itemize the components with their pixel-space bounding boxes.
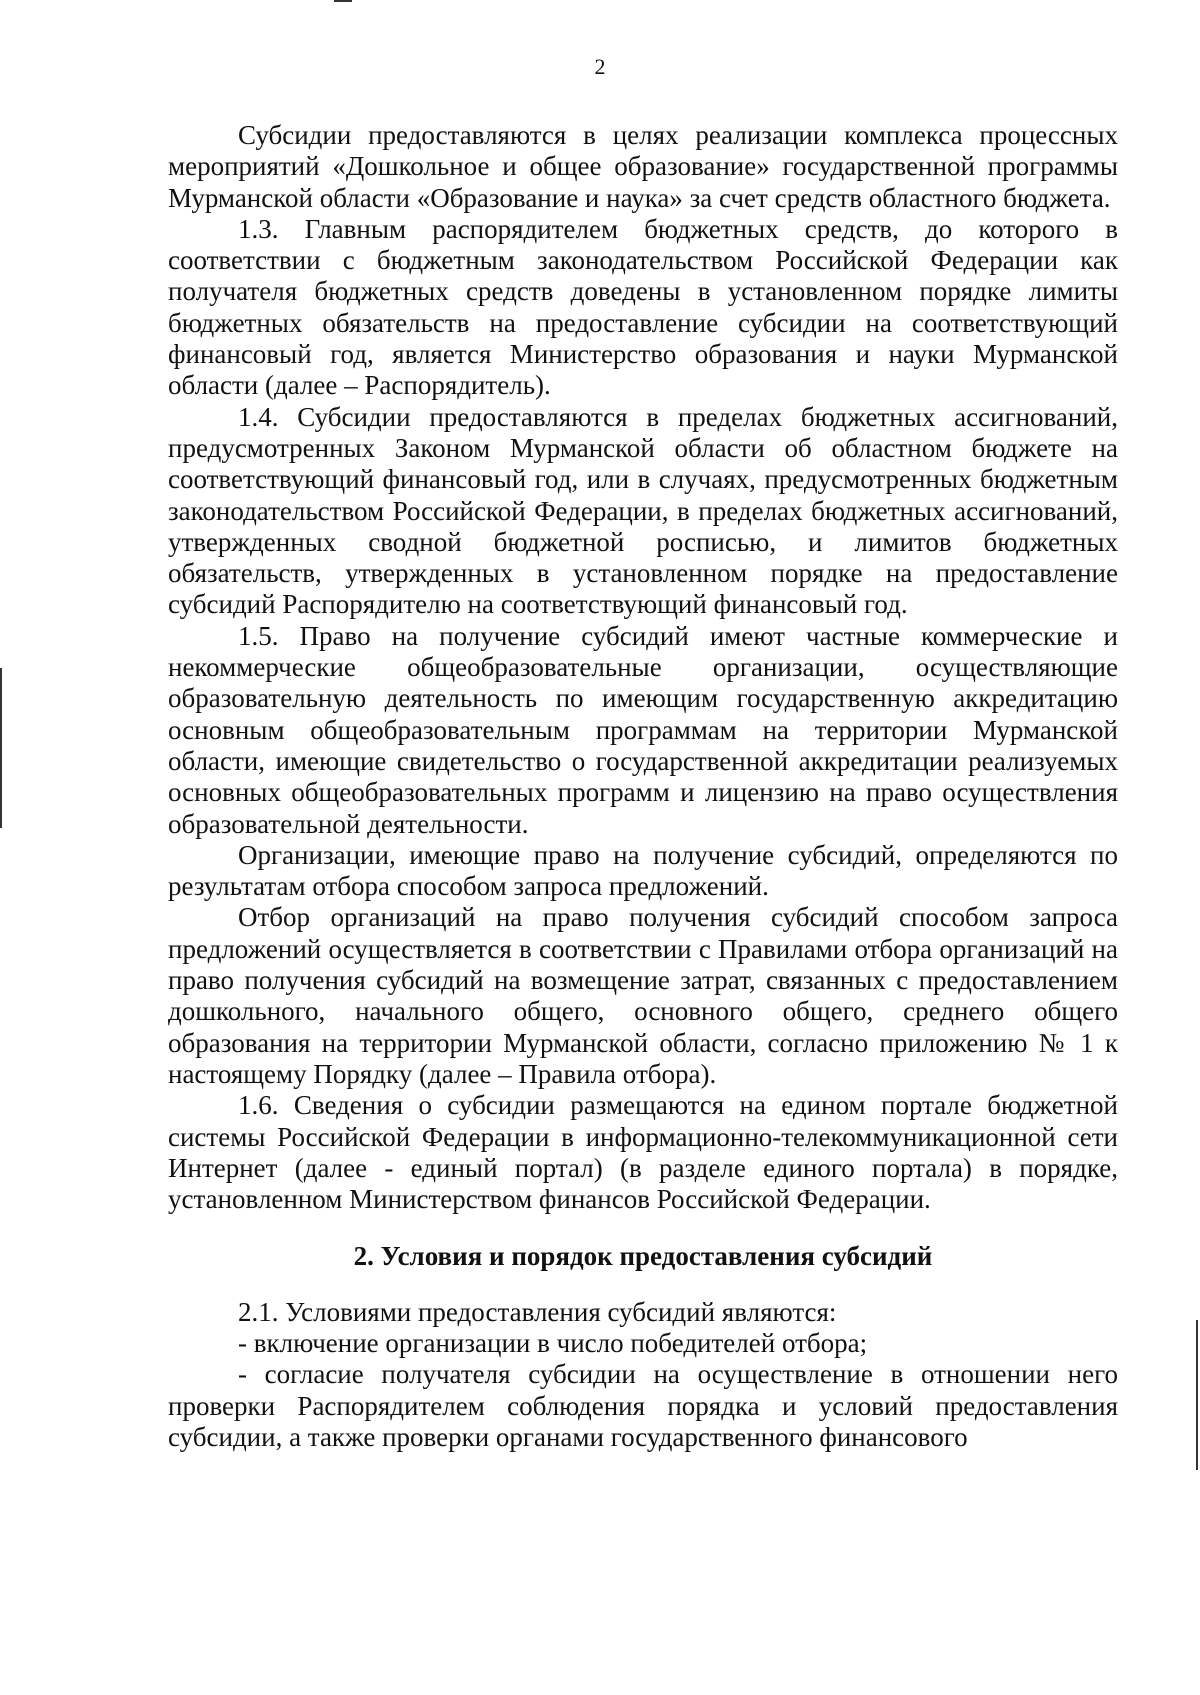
- paragraph-selection-rules: Отбор организаций на право получения субсидий способом запроса предложений осуществляется в соответствии с Правилами отбора организаций на право получения субсидий на возмещение затрат, связанных с предоставлением дошкольного, начального общего, основного общего, среднего общего образования на территории Мурманской области, согласно приложению № 1 к настоящему Порядку (далее – Правила отбора).: [168, 902, 1118, 1089]
- paragraph-2-1: 2.1. Условиями предоставления субсидий являются:: [238, 1296, 837, 1327]
- scan-mark-top: [334, 0, 352, 2]
- scan-mark-right: [1196, 1320, 1198, 1470]
- section-2-heading: 2. Условия и порядок предоставления субсидий: [353, 1241, 933, 1272]
- paragraph-selection-right: Организации, имеющие право на получение субсидий, определяются по результатам отбора способом запроса предложений.: [168, 839, 1118, 902]
- page-number: 2: [594, 54, 606, 79]
- paragraph-condition-consent: - согласие получателя субсидии на осуществление в отношении него проверки Распорядителем соблюдения порядка и условий предоставления субсидии, а также проверки органами государственного финансового: [168, 1359, 1118, 1452]
- paragraph-1-4: 1.4. Субсидии предоставляются в пределах бюджетных ассигнований, предусмотренных Законом Мурманской области об областном бюджете на соответствующий финансовый год, или в случаях, предусмотренных бюджетным законодательством Российской Федерации, в пределах бюджетных ассигнований, утвержденных сводной бюджетной росписью, и лимитов бюджетных обязательств, утвержденных в установленном порядке на предоставление субсидий Распорядителю на соответствующий финансовый год.: [168, 401, 1118, 620]
- paragraph-condition-winner: - включение организации в число победителей отбора;: [238, 1327, 868, 1358]
- paragraph-1-3: 1.3. Главным распорядителем бюджетных средств, до которого в соответствии с бюджетным законодательством Российской Федерации как получателя бюджетных средств доведены в установленном порядке лимиты бюджетных обязательств на предоставление субсидии на соответствующий финансовый год, является Министерство образования и науки Мурманской области (далее – Распорядитель).: [168, 213, 1118, 401]
- document-body: [168, 120, 1118, 1453]
- paragraph-1-5: 1.5. Право на получение субсидий имеют частные коммерческие и некоммерческие общеобразовательные организации, осуществляющие образовательную деятельность по имеющим государственную аккредитацию основным общеобразовательным программам на территории Мурманской области, имеющие свидетельство о государственной аккредитации реализуемых основных общеобразовательных программ и лицензию на право осуществления образовательной деятельности.: [168, 620, 1118, 839]
- paragraph-1-6: 1.6. Сведения о субсидии размещаются на едином портале бюджетной системы Российской Федерации в информационно-телекоммуникационной сети Интернет (далее - единый портал) (в разделе единого портала) в порядке, установленном Министерством финансов Российской Федерации.: [168, 1090, 1118, 1215]
- paragraph-subsidy-purpose: Субсидии предоставляются в целях реализации комплекса процессных мероприятий «Дошкольное и общее образование» государственной программы Мурманской области «Образование и наука» за счет средств областного бюджета.: [168, 120, 1118, 213]
- scan-mark-left: [0, 668, 2, 828]
